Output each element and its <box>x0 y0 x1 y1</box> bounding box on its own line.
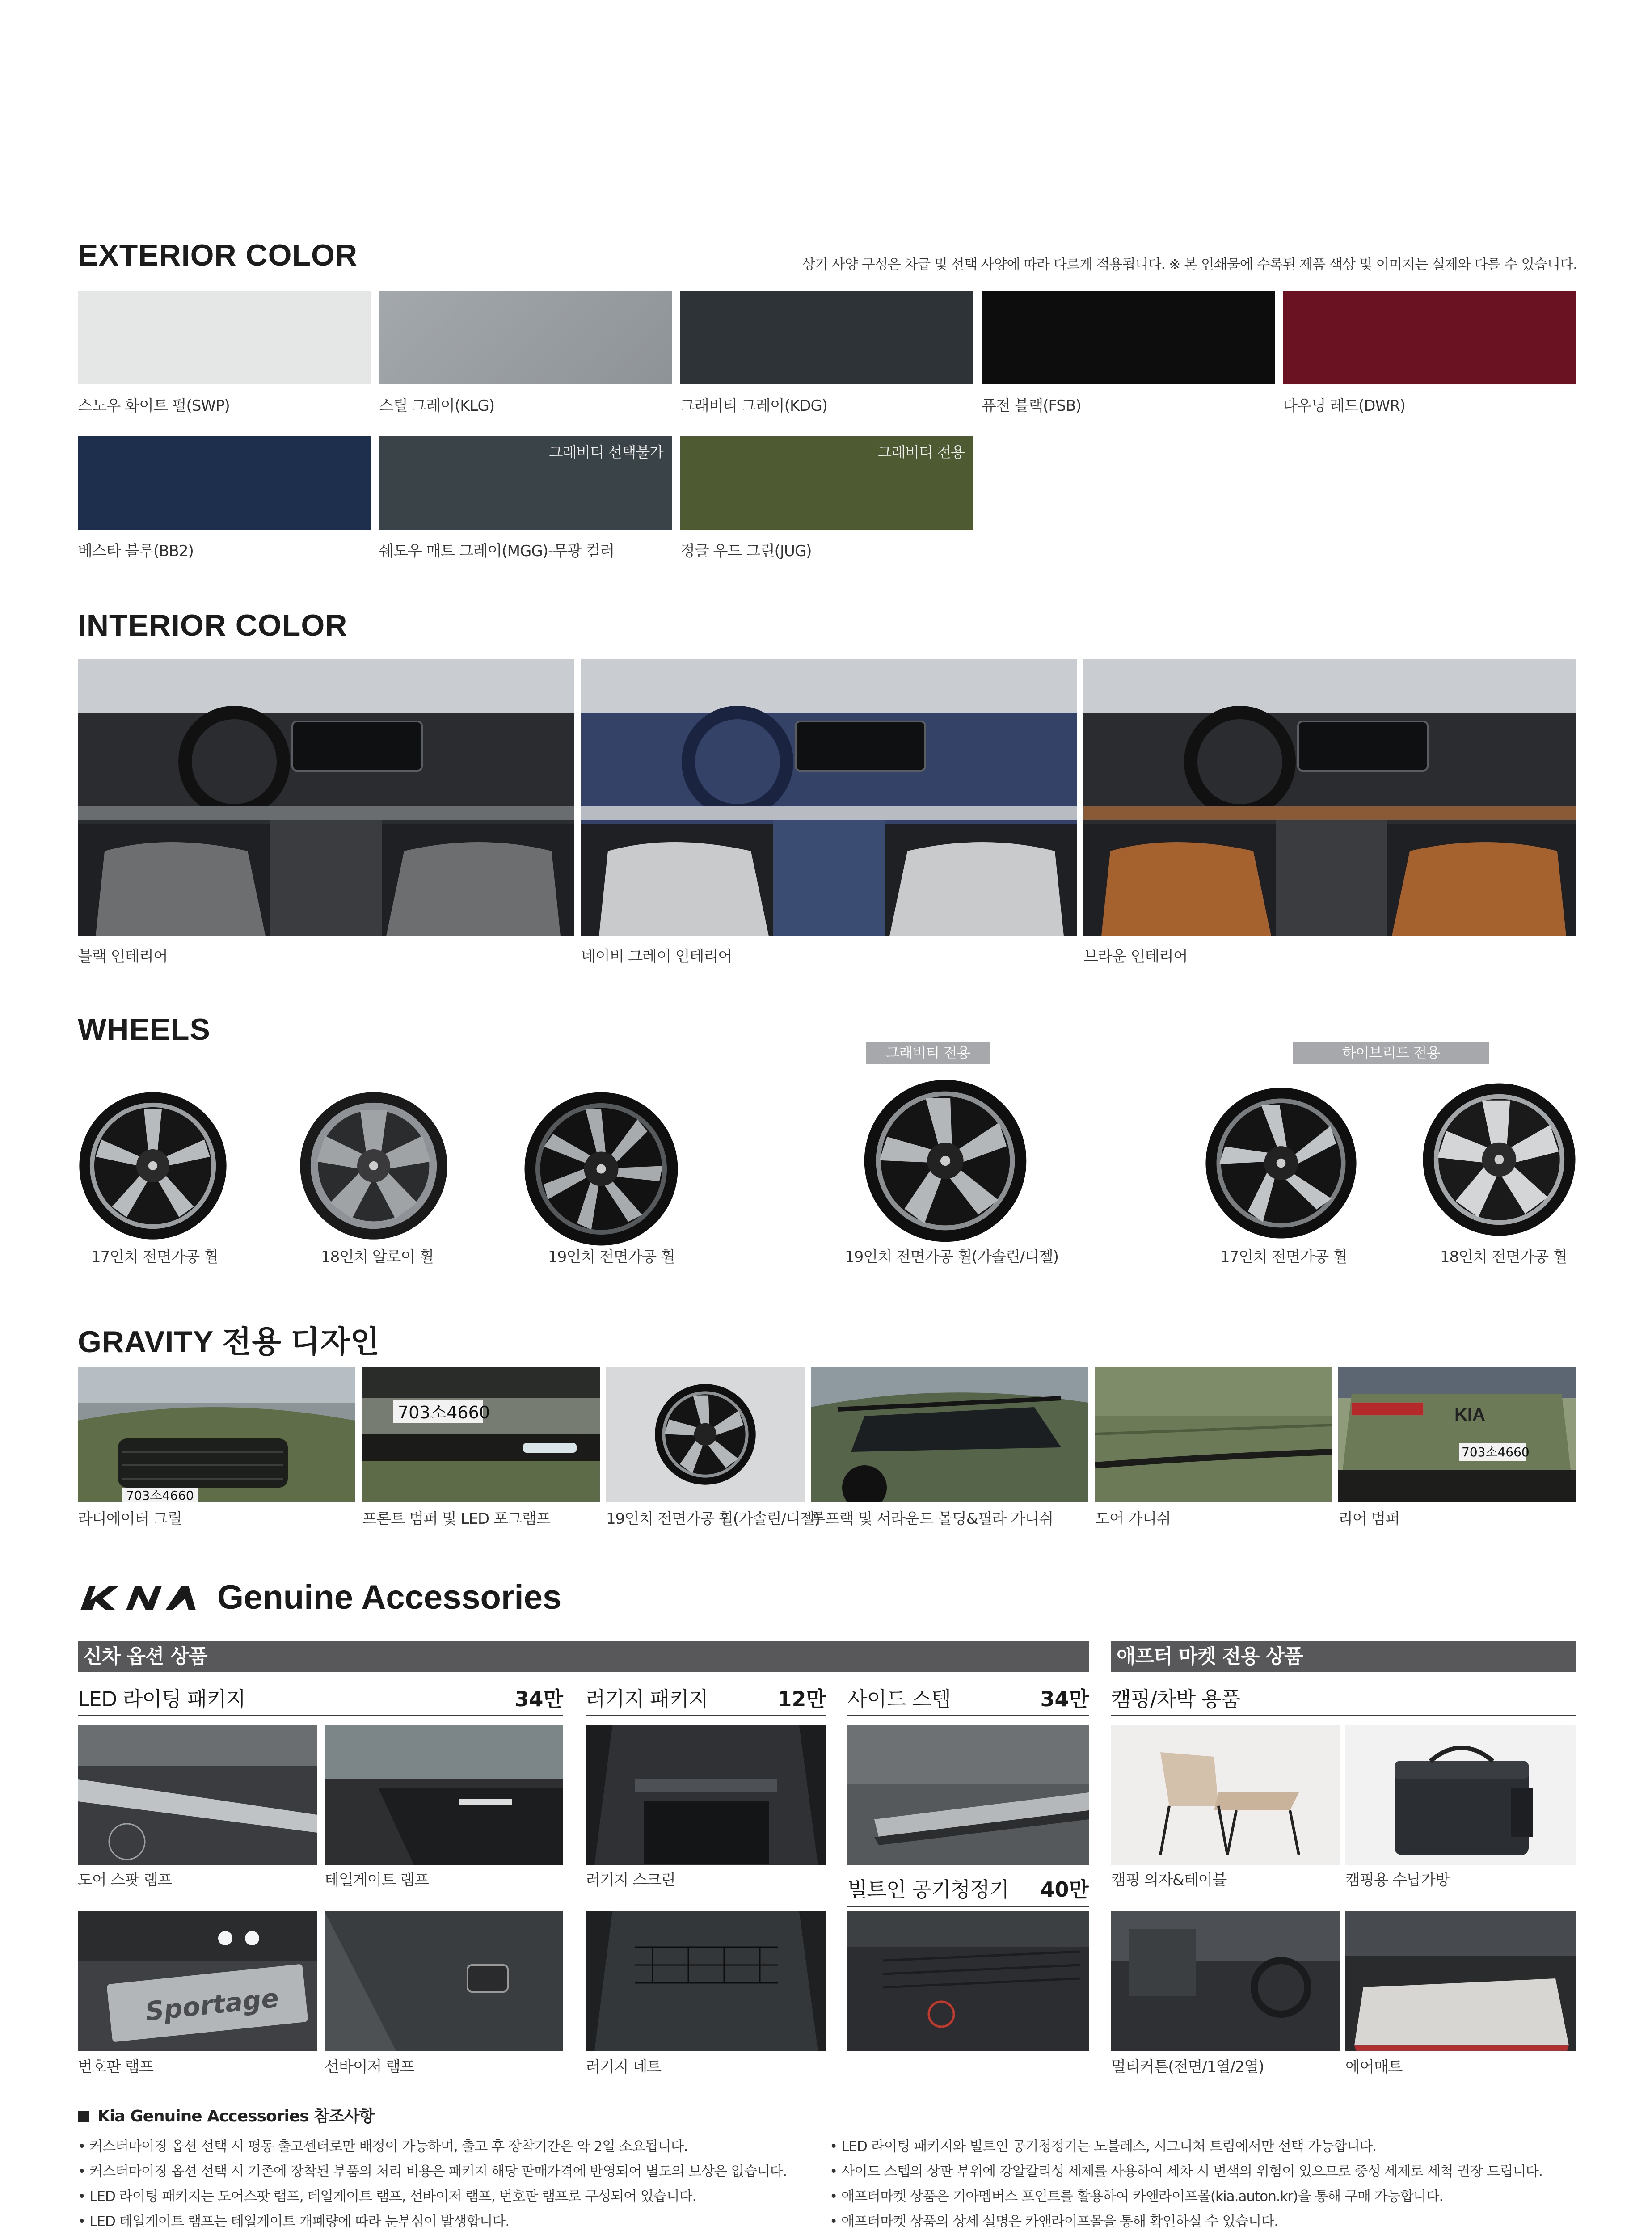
photo-air-purifier <box>847 1911 1089 2051</box>
wheel-name: 18인치 전면가공 휠 <box>1440 1248 1567 1266</box>
color-name: 쉐도우 매트 그레이(MGG)-무광 컬러 <box>379 542 615 560</box>
color-name: 퓨전 블랙(FSB) <box>982 397 1081 415</box>
package-camping <box>1111 1685 1576 1716</box>
exterior-title: EXTERIOR COLOR <box>78 238 358 272</box>
package-name: 사이드 스텝 <box>847 1687 951 1711</box>
gravity-title: GRAVITY 전용 디자인 <box>78 1325 380 1359</box>
package-led <box>78 1685 563 1716</box>
wheel-name: 18인치 알로이 휠 <box>321 1248 434 1266</box>
sportage-plate-text: Sportage <box>143 1982 280 2027</box>
photo-visor-lamp <box>324 1911 563 2051</box>
color-swatch-fsb <box>982 291 1275 384</box>
wheel-icon <box>78 1091 228 1241</box>
kia-logo <box>78 1582 198 1614</box>
color-name: 그래비티 그레이(KDG) <box>680 397 828 415</box>
item-door-spot-lamp: 도어 스팟 램프 <box>78 1871 172 1889</box>
package-air-purifier <box>847 1876 1089 1907</box>
wheel-name: 19인치 전면가공 휠(가솔린/디젤) <box>845 1248 1058 1266</box>
interior-name: 네이비 그레이 인테리어 <box>581 948 733 966</box>
wheel-icon <box>523 1091 679 1247</box>
brand-badge: KIA <box>1454 1405 1485 1425</box>
package-price: 12만 <box>777 1687 826 1711</box>
interior-name: 브라운 인테리어 <box>1083 948 1188 966</box>
color-swatch-mgg <box>379 436 672 530</box>
gravity-photo-roof <box>811 1367 1088 1502</box>
item-luggage-screen: 러기지 스크린 <box>586 1871 675 1889</box>
color-name: 스틸 그레이(KLG) <box>379 397 495 415</box>
note-line: • 커스터마이징 옵션 선택 시 기존에 장착된 부품의 처리 비용은 패키지 해당 판매가격에 반영되어 별도의 보상은 없습니다. <box>78 2163 787 2180</box>
license-plate: 703소4660 <box>398 1403 490 1422</box>
wheel-name: 17인치 전면가공 휠 <box>1220 1248 1347 1266</box>
interior-photo-black <box>78 659 574 936</box>
photo-luggage-screen <box>586 1725 826 1865</box>
package-side-step <box>847 1685 1089 1716</box>
gravity-photo-door <box>1095 1367 1332 1502</box>
gravity-item-name: 19인치 전면가공 휠(가솔린/디젤) <box>606 1510 820 1528</box>
note-line: • 애프터마켓 상품은 기아멤버스 포인트를 활용하여 카앤라이프몰(kia.auton.kr)을 통해 구매 가능합니다. <box>830 2189 1443 2205</box>
gravity-only-tag: 그래비티 전용 <box>866 1042 990 1064</box>
wheel-icon <box>299 1091 449 1241</box>
aftermarket-bar: 애프터 마켓 전용 상품 <box>1111 1641 1576 1672</box>
package-price: 34만 <box>1040 1687 1089 1711</box>
item-luggage-net: 러기지 네트 <box>586 2058 662 2076</box>
availability-tag: 그래비티 선택불가 <box>548 443 663 461</box>
package-name: LED 라이팅 패키지 <box>78 1687 245 1711</box>
note-line: • 애프터마켓 상품의 상세 설명은 카앤라이프몰을 통해 확인하실 수 있습니다. <box>830 2214 1278 2230</box>
note-line: • 커스터마이징 옵션 선택 시 평동 출고센터로만 배정이 가능하며, 출고 후 장착기간은 약 2일 소요됩니다. <box>78 2138 688 2155</box>
item-camping-chair: 캠핑 의자&테이블 <box>1111 1871 1227 1889</box>
item-tailgate-lamp: 테일게이트 램프 <box>324 1871 429 1889</box>
interior-photo-brown <box>1083 659 1576 936</box>
color-name: 다우닝 레드(DWR) <box>1283 397 1405 415</box>
note-line: • 사이드 스텝의 상판 부위에 강알칼리성 세제를 사용하여 세차 시 변색의 위험이 있으므로 중성 세제로 세척 권장 드립니다. <box>830 2163 1543 2180</box>
item-camping-bag: 캠핑용 수납가방 <box>1345 1871 1450 1889</box>
license-plate: 703소4660 <box>126 1488 194 1502</box>
photo-camping-bag <box>1345 1725 1576 1865</box>
gravity-item-name: 도어 가니쉬 <box>1095 1510 1171 1528</box>
gravity-item-name: 리어 범퍼 <box>1338 1510 1400 1528</box>
wheel-name: 19인치 전면가공 휠 <box>548 1248 675 1266</box>
photo-camping-chair <box>1111 1725 1340 1865</box>
item-air-mat: 에어매트 <box>1345 2058 1403 2076</box>
photo-tailgate-lamp <box>324 1725 563 1865</box>
wheel-icon <box>1204 1086 1358 1240</box>
photo-multi-curtain <box>1111 1911 1340 2051</box>
color-swatch-klg <box>379 291 672 384</box>
package-name: 빌트인 공기청정기 <box>847 1877 1009 1902</box>
wheel-icon <box>863 1078 1028 1244</box>
accessories-title: Genuine Accessories <box>217 1578 562 1616</box>
color-swatch-dwr <box>1283 291 1576 384</box>
photo-air-mat <box>1345 1911 1576 2051</box>
photo-door-spot-lamp <box>78 1725 317 1865</box>
note-line: • LED 테일게이트 램프는 테일게이트 개폐량에 따라 눈부심이 발생합니다. <box>78 2214 510 2230</box>
color-name: 베스타 블루(BB2) <box>78 542 194 560</box>
availability-tag: 그래비티 전용 <box>877 443 965 461</box>
interior-title: INTERIOR COLOR <box>78 608 348 642</box>
square-bullet-icon <box>78 2111 89 2122</box>
color-swatch-bb2 <box>78 436 371 530</box>
color-name: 정글 우드 그린(JUG) <box>680 542 812 560</box>
interior-name: 블랙 인테리어 <box>78 948 168 966</box>
package-name: 러기지 패키지 <box>586 1687 708 1711</box>
notes-title: Kia Genuine Accessories 참조사항 <box>97 2107 375 2125</box>
exterior-disclaimer: 상기 사양 구성은 차급 및 선택 사양에 따라 다르게 적용됩니다. ※ 본 인쇄물에 수록된 제품 색상 및 이미지는 실제와 다를 수 있습니다. <box>802 257 1577 273</box>
notes-title-row <box>78 2104 374 2126</box>
package-luggage <box>586 1685 826 1716</box>
photo-luggage-net <box>586 1911 826 2051</box>
color-swatch-jug <box>680 436 974 530</box>
photo-plate-lamp <box>78 1911 317 2051</box>
color-swatch-swp <box>78 291 371 384</box>
kia-logo-text: KIA <box>78 1582 79 1583</box>
item-multi-curtain: 멀티커튼(전면/1열/2열) <box>1111 2058 1264 2076</box>
gravity-item-name: 루프랙 및 서라운드 몰딩&필라 가니쉬 <box>811 1510 1054 1528</box>
item-visor-lamp: 선바이저 램프 <box>324 2058 414 2076</box>
gravity-photo-bumper <box>362 1367 600 1502</box>
wheel-name: 17인치 전면가공 휠 <box>91 1248 218 1266</box>
hybrid-only-tag: 하이브리드 전용 <box>1293 1042 1489 1064</box>
package-price: 40만 <box>1040 1877 1089 1902</box>
gravity-photo-rear <box>1338 1367 1576 1502</box>
interior-photo-navy-gray <box>581 659 1077 936</box>
wheels-title: WHEELS <box>78 1012 211 1046</box>
package-name: 캠핑/차박 용품 <box>1111 1687 1240 1711</box>
wheel-icon <box>1421 1082 1577 1237</box>
note-line: • LED 라이팅 패키지와 빌트인 공기청정기는 노블레스, 시그니처 트림에서만 선택 가능합니다. <box>830 2138 1377 2155</box>
license-plate: 703소4660 <box>1462 1445 1530 1459</box>
item-plate-lamp: 번호판 램프 <box>78 2058 154 2076</box>
color-name: 스노우 화이트 펄(SWP) <box>78 397 230 415</box>
gravity-item-name: 프론트 범퍼 및 LED 포그램프 <box>362 1510 551 1528</box>
gravity-photo-wheel <box>606 1367 805 1502</box>
gravity-item-name: 라디에이터 그릴 <box>78 1510 182 1528</box>
color-swatch-kdg <box>680 291 974 384</box>
package-price: 34만 <box>514 1687 563 1711</box>
gravity-photo-grille <box>78 1367 355 1502</box>
photo-side-step <box>847 1725 1089 1865</box>
note-line: • LED 라이팅 패키지는 도어스팟 램프, 테일게이트 램프, 선바이저 램프, 번호판 램프로 구성되어 있습니다. <box>78 2189 696 2205</box>
new-car-options-bar: 신차 옵션 상품 <box>78 1641 1089 1672</box>
